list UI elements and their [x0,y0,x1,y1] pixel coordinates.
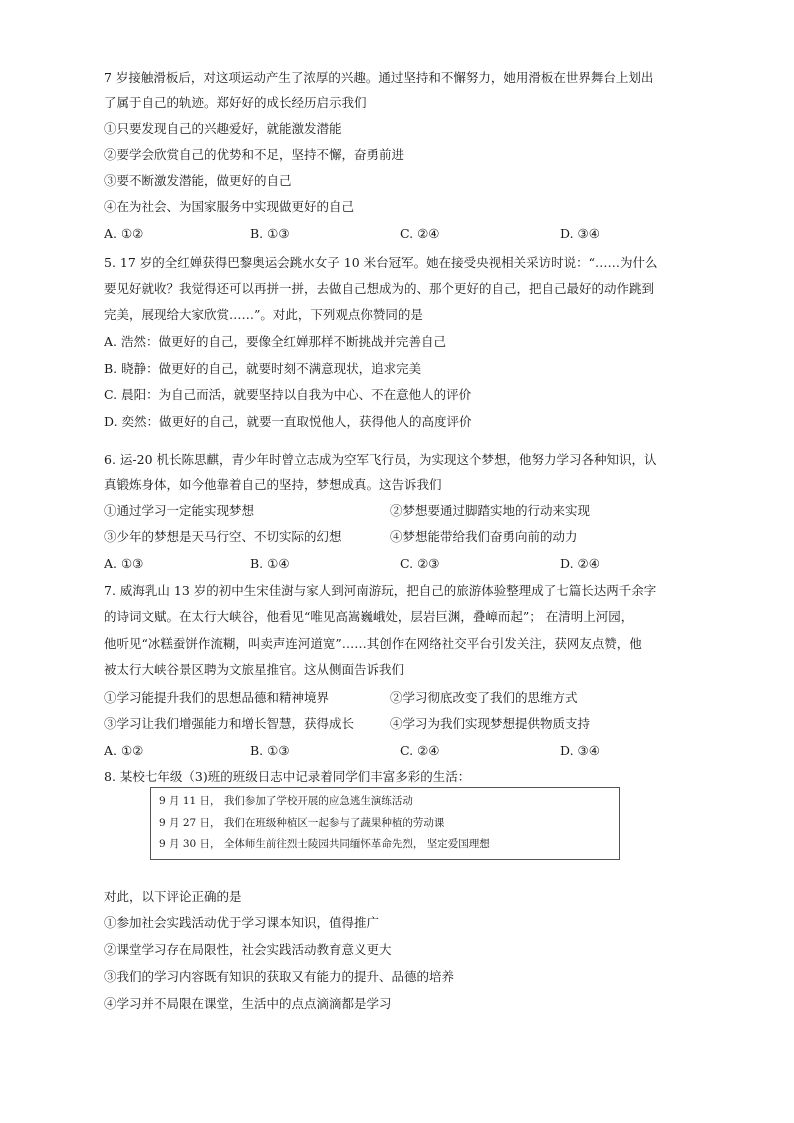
q6-stem-line-2: 真锻炼身体，如今他靠着自己的坚持，梦想成真。这告诉我们 [104,477,442,492]
q5-choice-d[interactable]: D. 奕然：做更好的自己，就要一直取悦他人，获得他人的高度评价 [104,414,472,429]
q7-option-a[interactable]: A. ①② [104,743,144,758]
q8-statement-2: ②课堂学习存在局限性，社会实践活动教育意义更大 [104,942,392,957]
q6-option-a[interactable]: A. ①③ [104,556,144,571]
q4-statement-1: ①只要发现自己的兴趣爱好，就能激发潜能 [104,121,342,136]
q7-option-b[interactable]: B. ①③ [250,743,290,758]
q7-statement-1: ①学习能提升我们的思想品德和精神境界 [104,690,330,705]
q7-statements-row-1 [104,689,704,707]
log-entry-3: 9 月 30 日， 全体师生前往烈士陵园共同缅怀革命先烈， 坚定爱国理想 [159,838,490,850]
q4-stem-line-2: 了属于自己的轨迹。郑好好的成长经历启示我们 [104,95,367,110]
q7-option-c[interactable]: C. ②④ [400,743,440,758]
q8-statement-4: ④学习并不局限在课堂，生活中的点点滴滴都是学习 [104,996,392,1011]
q6-option-b[interactable]: B. ①④ [250,556,290,571]
q4-statement-4: ④在为社会、为国家服务中实现做更好的自己 [104,199,355,214]
q6-statement-3: ③少年的梦想是天马行空、不切实际的幻想 [104,529,342,544]
q8-question: 对此，以下评论正确的是 [104,889,242,904]
q5-stem-line-2: 要见好就收？我觉得还可以再拼一拼，去做自己想成为的、那个更好的自己，把自己最好的动作跳到 [104,281,655,296]
q5-stem-line-1: 5. 17 岁的全红婵获得巴黎奥运会跳水女子 10 米台冠军。她在接受央视相关采访时说：“……为什么 [104,255,658,270]
q4-statement-2: ②要学会欣赏自己的优势和不足，坚持不懈，奋勇前进 [104,147,405,162]
q7-options [104,742,704,760]
q5-choice-b[interactable]: B. 晓静：做更好的自己，就要时刻不满意现状，追求完美 [104,361,422,376]
q6-option-c[interactable]: C. ②③ [400,556,440,571]
q7-stem-line-3: 他听见“冰糕蚕饼作流糊，叫卖声连河道宽”……其创作在网络社交平台引发关注，获网友点赞，他 [104,636,642,651]
q4-options [104,225,704,243]
q6-options [104,555,704,573]
class-log-box [150,787,620,860]
log-entry-2: 9 月 27 日， 我们在班级种植区一起参与了蔬果种植的劳动课 [159,817,445,829]
q7-stem-line-1: 7. 威海乳山 13 岁的初中生宋佳澍与家人到河南游玩，把自己的旅游体验整理成了七篇长达两千余字 [104,583,657,598]
q5-choice-c[interactable]: C. 晨阳：为自己而活，就要坚持以自我为中心、不在意他人的评价 [104,387,472,402]
q7-statement-2: ②学习彻底改变了我们的思维方式 [390,690,578,705]
q6-statement-4: ④梦想能带给我们奋勇向前的动力 [390,529,578,544]
q6-statement-2: ②梦想要通过脚踏实地的行动来实现 [390,503,591,518]
q6-option-d[interactable]: D. ②④ [560,556,600,571]
q4-statement-3: ③要不断激发潜能，做更好的自己 [104,173,292,188]
q7-statement-4: ④学习为我们实现梦想提供物质支持 [390,716,591,731]
q7-option-d[interactable]: D. ③④ [560,743,600,758]
q5-choice-a[interactable]: A. 浩然：做更好的自己，要像全红婵那样不断挑战并完善自己 [104,334,446,349]
q8-stem: 8. 某校七年级（3)班的班级日志中记录着同学们丰富多彩的生活： [104,769,471,784]
q6-statement-1: ①通过学习一定能实现梦想 [104,503,255,518]
q7-statements-row-2 [104,715,704,733]
q4-option-a[interactable]: A. ①② [104,226,144,241]
q7-statement-3: ③学习让我们增强能力和增长智慧，获得成长 [104,716,355,731]
q4-option-b[interactable]: B. ①③ [250,226,290,241]
q7-stem-line-4: 被太行大峡谷景区聘为文旅星推官。这从侧面告诉我们 [104,662,405,677]
q4-stem-line-1: 7 岁接触滑板后，对这项运动产生了浓厚的兴趣。通过坚持和不懈努力，她用滑板在世界舞台上划出 [104,70,654,85]
q5-stem-line-3: 完美，展现给大家欣赏……”。对此，下列观点你赞同的是 [104,307,423,322]
q7-stem-line-2: 的诗词文赋。在太行大峡谷，他看见“唯见高嵩巍峨处，层岩巨渊，叠嶂而起”； 在清明上河园， [104,609,634,624]
q4-option-d[interactable]: D. ③④ [560,226,600,241]
q8-statement-3: ③我们的学习内容既有知识的获取又有能力的提升、品德的培养 [104,969,455,984]
log-entry-1: 9 月 11 日， 我们参加了学校开展的应急逃生演练活动 [159,795,413,807]
q8-statement-1: ①参加社会实践活动优于学习课本知识，值得推广 [104,915,380,930]
q4-option-c[interactable]: C. ②④ [400,226,440,241]
q6-stem-line-1: 6. 运-20 机长陈思麒，青少年时曾立志成为空军飞行员，为实现这个梦想，他努力学习各种知识，认 [104,452,657,467]
q6-statements-row-2 [104,528,704,546]
q6-statements-row-1 [104,502,704,520]
